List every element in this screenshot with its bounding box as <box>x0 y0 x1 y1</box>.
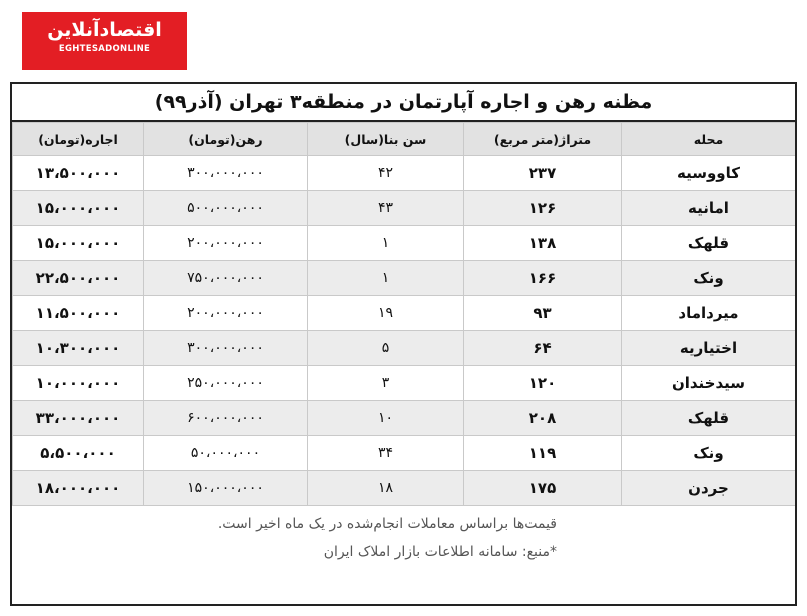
table-row <box>13 191 796 226</box>
cell-rent: ۵،۵۰۰،۰۰۰ <box>13 436 144 471</box>
cell-neighborhood: اختیاریه <box>622 331 796 366</box>
cell-area: ۱۲۰ <box>464 366 622 401</box>
cell-deposit: ۷۵۰،۰۰۰،۰۰۰ <box>144 261 308 296</box>
cell-rent: ۱۵،۰۰۰،۰۰۰ <box>13 191 144 226</box>
cell-rent: ۱۰،۳۰۰،۰۰۰ <box>13 331 144 366</box>
cell-neighborhood: ونک <box>622 436 796 471</box>
cell-area: ۲۳۷ <box>464 156 622 191</box>
logo-url-text: EGHTESADONLINE <box>58 44 151 54</box>
cell-building-age: ۵ <box>308 331 464 366</box>
cell-deposit: ۲۵۰،۰۰۰،۰۰۰ <box>144 366 308 401</box>
table-row <box>13 401 796 436</box>
cell-building-age: ۱۸ <box>308 471 464 506</box>
table-row <box>13 366 796 401</box>
cell-neighborhood: سیدخندان <box>622 366 796 401</box>
cell-area: ۲۰۸ <box>464 401 622 436</box>
cell-rent: ۱۱،۵۰۰،۰۰۰ <box>13 296 144 331</box>
table-row <box>13 226 796 261</box>
cell-building-age: ۱ <box>308 226 464 261</box>
cell-rent: ۱۵،۰۰۰،۰۰۰ <box>13 226 144 261</box>
header-deposit: رهن(تومان) <box>144 123 308 156</box>
cell-area: ۱۷۵ <box>464 471 622 506</box>
cell-rent: ۱۳،۵۰۰،۰۰۰ <box>13 156 144 191</box>
cell-deposit: ۲۰۰،۰۰۰،۰۰۰ <box>144 296 308 331</box>
cell-neighborhood: ونک <box>622 261 796 296</box>
cell-neighborhood: جردن <box>622 471 796 506</box>
cell-deposit: ۶۰۰،۰۰۰،۰۰۰ <box>144 401 308 436</box>
cell-building-age: ۳۴ <box>308 436 464 471</box>
cell-building-age: ۴۲ <box>308 156 464 191</box>
cell-neighborhood: کاووسیه <box>622 156 796 191</box>
cell-area: ۹۳ <box>464 296 622 331</box>
cell-neighborhood: میرداماد <box>622 296 796 331</box>
cell-area: ۱۳۸ <box>464 226 622 261</box>
price-basis-note: قیمت‌ها براساس معاملات انجام‌شده در یک ماه اخیر است. <box>217 516 557 532</box>
cell-area: ۱۲۶ <box>464 191 622 226</box>
cell-neighborhood: امانیه <box>622 191 796 226</box>
table-row <box>13 156 796 191</box>
cell-building-age: ۳ <box>308 366 464 401</box>
cell-building-age: ۱۹ <box>308 296 464 331</box>
brand-logo <box>22 12 187 70</box>
header-neighborhood: محله <box>622 123 796 156</box>
cell-deposit: ۵۰۰،۰۰۰،۰۰۰ <box>144 191 308 226</box>
cell-deposit: ۳۰۰،۰۰۰،۰۰۰ <box>144 331 308 366</box>
table-row <box>13 296 796 331</box>
cell-area: ۶۴ <box>464 331 622 366</box>
rent-table <box>12 122 796 506</box>
cell-building-age: ۱ <box>308 261 464 296</box>
cell-area: ۱۶۶ <box>464 261 622 296</box>
page-title: مظنه رهن و اجاره آپارتمان در منطقه۳ تهران (آذر۹۹) <box>12 84 795 122</box>
cell-building-age: ۱۰ <box>308 401 464 436</box>
footnotes <box>12 510 795 566</box>
table-row <box>13 261 796 296</box>
cell-neighborhood: قلهک <box>622 401 796 436</box>
cell-deposit: ۳۰۰،۰۰۰،۰۰۰ <box>144 156 308 191</box>
cell-deposit: ۲۰۰،۰۰۰،۰۰۰ <box>144 226 308 261</box>
cell-rent: ۱۰،۰۰۰،۰۰۰ <box>13 366 144 401</box>
table-row <box>13 331 796 366</box>
cell-area: ۱۱۹ <box>464 436 622 471</box>
table-row <box>13 471 796 506</box>
header-rent: اجاره(تومان) <box>13 123 144 156</box>
table-card <box>10 82 797 606</box>
header-area: متراژ(متر مربع) <box>464 123 622 156</box>
cell-neighborhood: قلهک <box>622 226 796 261</box>
cell-rent: ۲۲،۵۰۰،۰۰۰ <box>13 261 144 296</box>
cell-deposit: ۵۰،۰۰۰،۰۰۰ <box>144 436 308 471</box>
logo-name: اقتصادآنلاین <box>47 19 162 41</box>
table-row <box>13 436 796 471</box>
source-note: *منبع: سامانه اطلاعات بازار املاک ایران <box>323 544 557 560</box>
cell-rent: ۱۸،۰۰۰،۰۰۰ <box>13 471 144 506</box>
cell-building-age: ۴۳ <box>308 191 464 226</box>
table-header-row <box>13 123 796 156</box>
cell-rent: ۳۳،۰۰۰،۰۰۰ <box>13 401 144 436</box>
cell-deposit: ۱۵۰،۰۰۰،۰۰۰ <box>144 471 308 506</box>
header-building-age: سن بنا(سال) <box>308 123 464 156</box>
